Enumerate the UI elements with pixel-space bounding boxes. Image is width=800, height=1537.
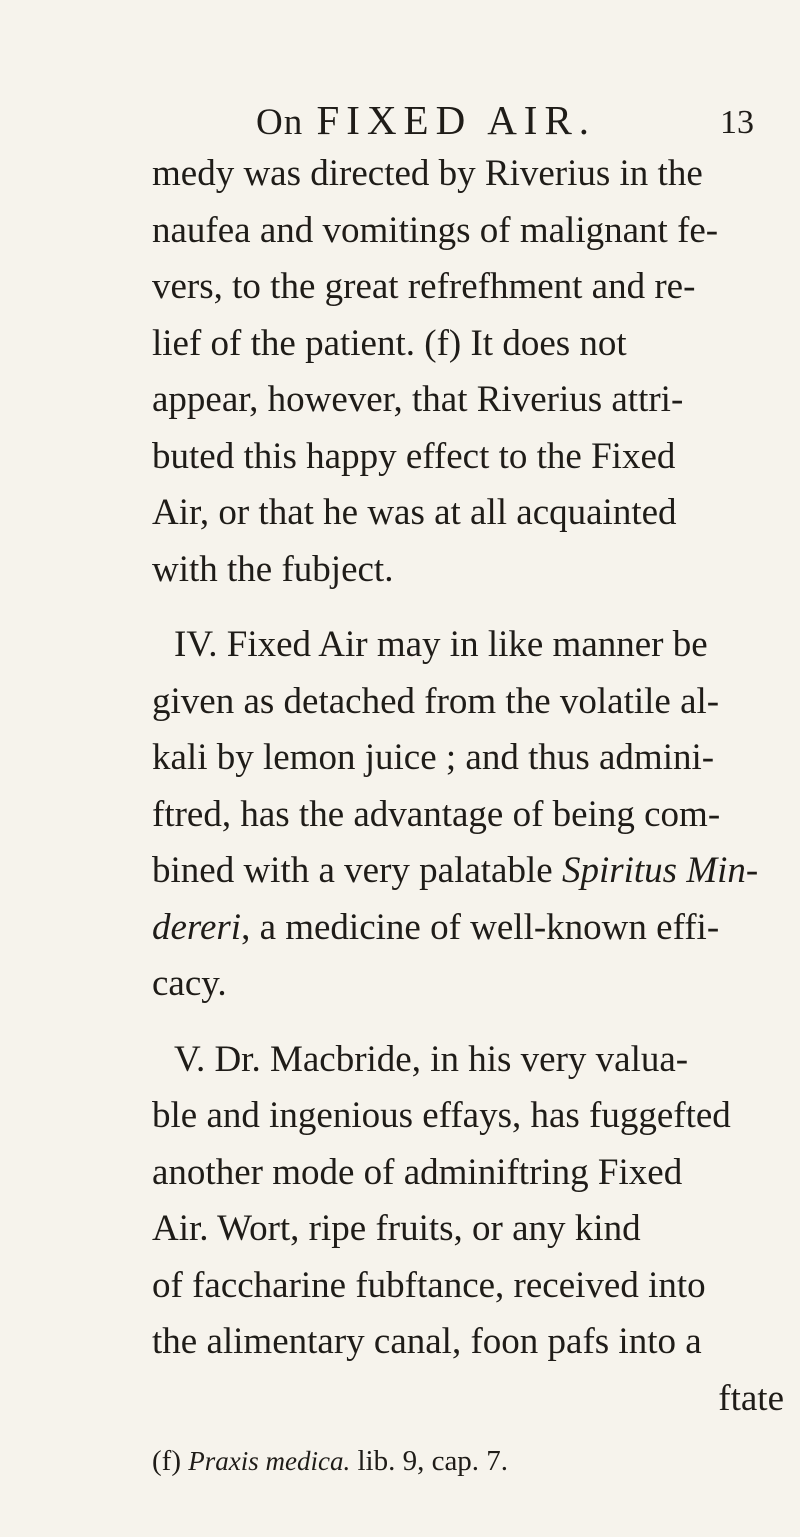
text-line: Air. Wort, ripe fruits, or any kind <box>152 1208 641 1249</box>
text-line: appear, however, that Riverius attri- <box>152 379 684 420</box>
text-line: the alimentary canal, foon pafs into a <box>152 1321 702 1362</box>
text-line: IV. Fixed Air may in like manner be <box>174 624 708 665</box>
text-line: vers, to the great refrefhment and re- <box>152 266 696 307</box>
text-line: buted this happy effect to the Fixed <box>152 435 676 477</box>
text-line: cacy. <box>152 963 227 1004</box>
text-line: V. Dr. Macbride, in his very valua- <box>174 1038 689 1080</box>
text-line: kali by lemon juice ; and thus admini- <box>152 737 715 778</box>
running-title: On FIXED AIR. <box>256 97 597 143</box>
footnote <box>152 1445 792 1478</box>
text-line: lief of the patient. (f) It does not <box>152 322 627 364</box>
italic-term: dereri <box>152 906 242 948</box>
italic-term: Spiritus Min- <box>561 850 759 891</box>
page-number: 13 <box>720 104 754 141</box>
paragraph-2 <box>152 617 792 1013</box>
text-line: of faccharine fubftance, received into <box>152 1264 706 1306</box>
paragraph-3 <box>152 1032 792 1428</box>
catchword: ftate <box>718 1377 784 1419</box>
body-text <box>152 146 792 1427</box>
text-line: ble and ingenious effays, has fuggefted <box>152 1095 731 1136</box>
paragraph-1 <box>152 146 792 598</box>
text-line: medy was directed by Riverius in the <box>152 153 703 194</box>
text-line: another mode of adminiftring Fixed <box>152 1151 683 1193</box>
text-line: naufea and vomitings of malignant fe- <box>152 209 719 251</box>
text-line: dereri, a medicine of well-known effi- <box>152 906 720 948</box>
text-line: with the fubject. <box>152 548 394 590</box>
text-line: bined with a very palatable Spiritus Min- <box>152 850 759 891</box>
footnote-title: Praxis medica. <box>188 1446 351 1476</box>
footnote-marker: (f) <box>152 1445 181 1477</box>
footnote-reference: lib. 9, cap. 7. <box>357 1445 509 1477</box>
text-line: given as detached from the volatile al- <box>152 680 720 722</box>
text-line: ftred, has the advantage of being com- <box>152 793 721 835</box>
text-line: Air, or that he was at all acquainted <box>152 492 677 533</box>
